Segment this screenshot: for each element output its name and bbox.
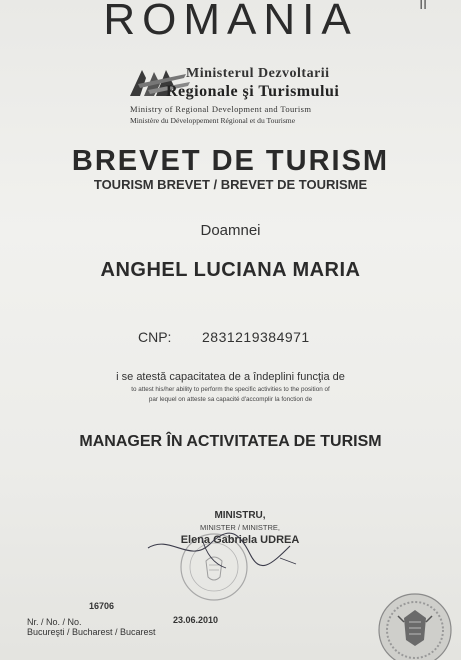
handwritten-signature: [140, 524, 310, 584]
attestation-en: to attest his/her ability to perform the specific activities to the position of: [131, 386, 330, 393]
occupation-title: MANAGER ÎN ACTIVITATEA DE TURISM: [79, 433, 382, 450]
signatory-name: Elena Gabriela UDREA: [180, 534, 300, 546]
certificate-subtitle: TOURISM BREVET / BREVET DE TOURISME: [93, 177, 368, 192]
ministry-name-ro-line2: Regionale şi Turismului: [166, 83, 340, 100]
issue-date: 23.06.2010: [173, 615, 219, 625]
number-label: Nr. / No. / No.: [27, 617, 82, 627]
ministry-name-ro-line1: Ministerul Dezvoltarii: [186, 66, 330, 81]
issue-city: Bucureşti / Bucharest / Bucarest: [27, 627, 156, 637]
signatory-title: MINISTRU,: [214, 510, 266, 521]
ministry-name-en: Ministry of Regional Development and Tourism: [130, 104, 312, 114]
signatory-title-translation: MINISTER / MINISTRE,: [199, 523, 280, 532]
cnp-label: CNP:: [138, 329, 172, 345]
holder-name: ANGHEL LUCIANA MARIA: [100, 259, 361, 281]
salutation: Doamnei: [200, 222, 261, 239]
registration-number: 16706: [89, 601, 115, 611]
certificate-title: BREVET DE TURISM: [71, 145, 390, 177]
attestation-ro: i se atestă capacitatea de a îndeplini funcţia de: [116, 371, 345, 383]
attestation-fr: par lequel on atteste sa capacité d'accomplir la fonction de: [148, 396, 313, 403]
cnp-value: 2831219384971: [202, 329, 310, 345]
corner-mark: II: [419, 0, 427, 12]
ministry-name-fr: Ministère du Développement Régional et du Tourisme: [130, 116, 296, 125]
country-heading: ROMANIA: [103, 0, 358, 44]
embossed-seal-icon: [374, 588, 456, 660]
